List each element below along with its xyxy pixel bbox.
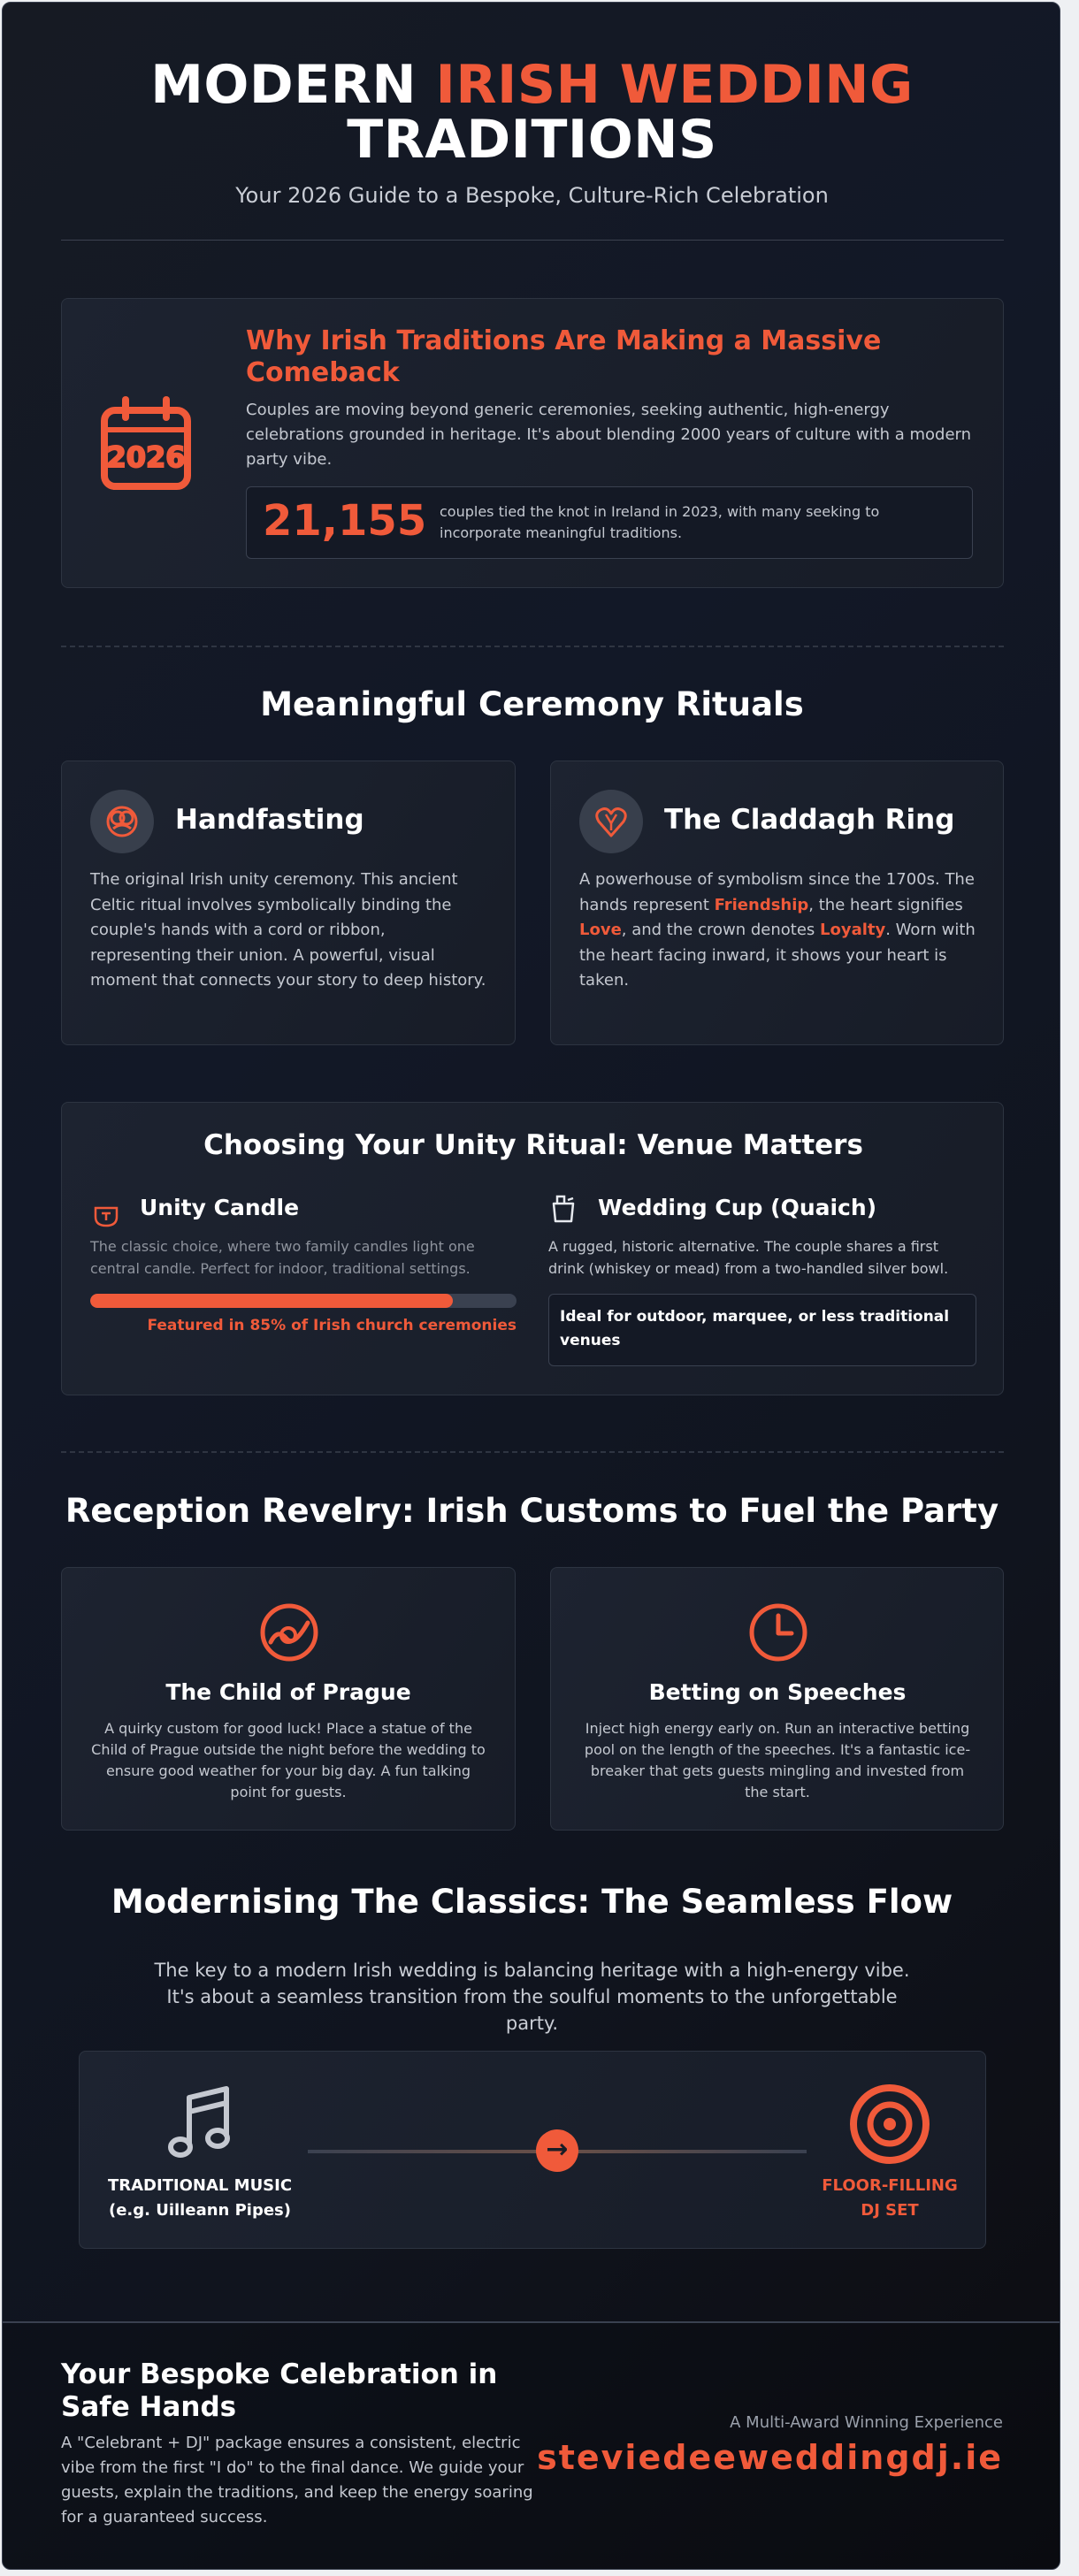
- comeback-text: Couples are moving beyond generic ceremonies, seeking authentic, high-energy celebrations grounded in heritage. It's about blending 2000 years of culture with a modern party vibe.: [246, 401, 972, 469]
- footer-text: A "Celebrant + DJ" package ensures a consistent, electric vibe from the first "I do" to the final dance. We guide your guests, explain the traditions, and keep the energy soaring for a guaranteed success.: [61, 2434, 533, 2526]
- dj-set-label: FLOOR-FILLING DJ SET: [822, 2176, 958, 2220]
- wedding-cup-title: Wedding Cup (Quaich): [598, 1195, 877, 1220]
- cup-icon: [548, 1193, 578, 1225]
- child-of-prague-text: A quirky custom for good luck! Place a statue of the Child of Prague outside the night before the wedding to ensure good weather for your big day. A fun talking point for guests.: [91, 1720, 486, 1800]
- title-accent: IRISH WEDDING: [435, 54, 914, 116]
- betting-speeches-card: [550, 1567, 1004, 1831]
- ideal-venue-box: [548, 1294, 976, 1366]
- title-part-2: TRADITIONS: [347, 109, 717, 171]
- modern-title: Modernising The Classics: The Seamless Flow: [111, 1883, 953, 1921]
- divider: [61, 646, 1004, 647]
- love-highlight: Love: [579, 921, 622, 939]
- candle-progress-label: Featured in 85% of Irish church ceremonies: [147, 1317, 517, 1334]
- unity-card: [61, 1102, 1004, 1395]
- vinyl-record-icon: [849, 2083, 930, 2165]
- stat-number: 21,155: [263, 496, 427, 546]
- footer: [3, 2321, 1060, 2570]
- handfasting-card: [61, 761, 516, 1045]
- award-tagline: A Multi-Award Winning Experience: [730, 2413, 1003, 2432]
- music-note-icon: [165, 2083, 235, 2163]
- rituals-title: Meaningful Ceremony Rituals: [260, 685, 804, 723]
- reception-title: Reception Revelry: Irish Customs to Fuel the Party: [65, 1492, 999, 1530]
- flow-card: [79, 2051, 986, 2249]
- title-part-1: MODERN: [150, 54, 436, 116]
- wedding-cup-text: A rugged, historic alternative. The couple shares a first drink (whiskey or mead) from a two-handled silver bowl.: [548, 1238, 949, 1277]
- website-link[interactable]: steviedeeweddingdj.ie: [537, 2438, 1003, 2477]
- handfasting-title: Handfasting: [175, 804, 364, 836]
- calendar-icon: [97, 394, 195, 492]
- divider: [61, 1451, 1004, 1453]
- divider: [61, 240, 1004, 241]
- footer-title: Your Bespoke Celebration in Safe Hands: [61, 2358, 498, 2423]
- claddagh-card: [550, 761, 1004, 1045]
- weather-icon: [258, 1601, 320, 1663]
- claddagh-text: A powerhouse of symbolism since the 1700s. The hands represent Friendship, the heart signifies Love, and the crown denotes Loyalty. Worn with the heart facing inward, it shows your heart is taken.: [579, 870, 976, 990]
- unity-candle-text: The classic choice, where two family candles light one central candle. Perfect for indoor, traditional settings.: [90, 1238, 475, 1277]
- handfasting-text: The original Irish unity ceremony. This ancient Celtic ritual involves symbolically binding the couple's hands with a cord or ribbon, representing their union. A powerful, visual moment that connects your story to deep history.: [90, 870, 486, 990]
- infographic: [2, 2, 1060, 2570]
- knot-icon: [90, 790, 154, 853]
- stat-text: couples tied the knot in Ireland in 2023, with many seeking to incorporate meaningful traditions.: [440, 503, 880, 541]
- loyalty-highlight: Loyalty: [820, 921, 886, 939]
- unity-title: Choosing Your Unity Ritual: Venue Matters: [203, 1129, 863, 1161]
- claddagh-title: The Claddagh Ring: [664, 804, 955, 836]
- unity-candle-title: Unity Candle: [140, 1195, 300, 1220]
- child-of-prague-card: [61, 1567, 516, 1831]
- candle-icon: [92, 1201, 120, 1229]
- clock-icon: [747, 1601, 809, 1663]
- flow-arrow-icon: →: [536, 2129, 578, 2172]
- svg-text:2026: 2026: [106, 440, 186, 474]
- claddagh-heart-icon: [579, 790, 643, 853]
- candle-progress-fill: [90, 1294, 453, 1308]
- friendship-highlight: Friendship: [714, 895, 809, 914]
- comeback-card: [61, 298, 1004, 588]
- modern-intro: The key to a modern Irish wedding is balancing heritage with a high-energy vibe. It's about a seamless transition from the soulful moments to the unforgettable party.: [154, 1960, 910, 2034]
- ideal-venue-text: Ideal for outdoor, marquee, or less traditional venues: [560, 1308, 950, 1349]
- child-of-prague-title: The Child of Prague: [165, 1679, 411, 1705]
- traditional-music-label: TRADITIONAL MUSIC (e.g. Uilleann Pipes): [107, 2176, 293, 2220]
- betting-speeches-text: Inject high energy early on. Run an interactive betting pool on the length of the speeches. It's a fantastic ice-breaker that gets guests mingling and invested from the start.: [584, 1720, 971, 1800]
- candle-progress-bar: [90, 1294, 517, 1308]
- betting-speeches-title: Betting on Speeches: [648, 1679, 907, 1705]
- stat-box: [246, 486, 973, 559]
- comeback-title: Why Irish Traditions Are Making a Massive Comeback: [246, 325, 882, 388]
- page-title: [3, 54, 1060, 171]
- page-subtitle: Your 2026 Guide to a Bespoke, Culture-Rich Celebration: [235, 183, 829, 208]
